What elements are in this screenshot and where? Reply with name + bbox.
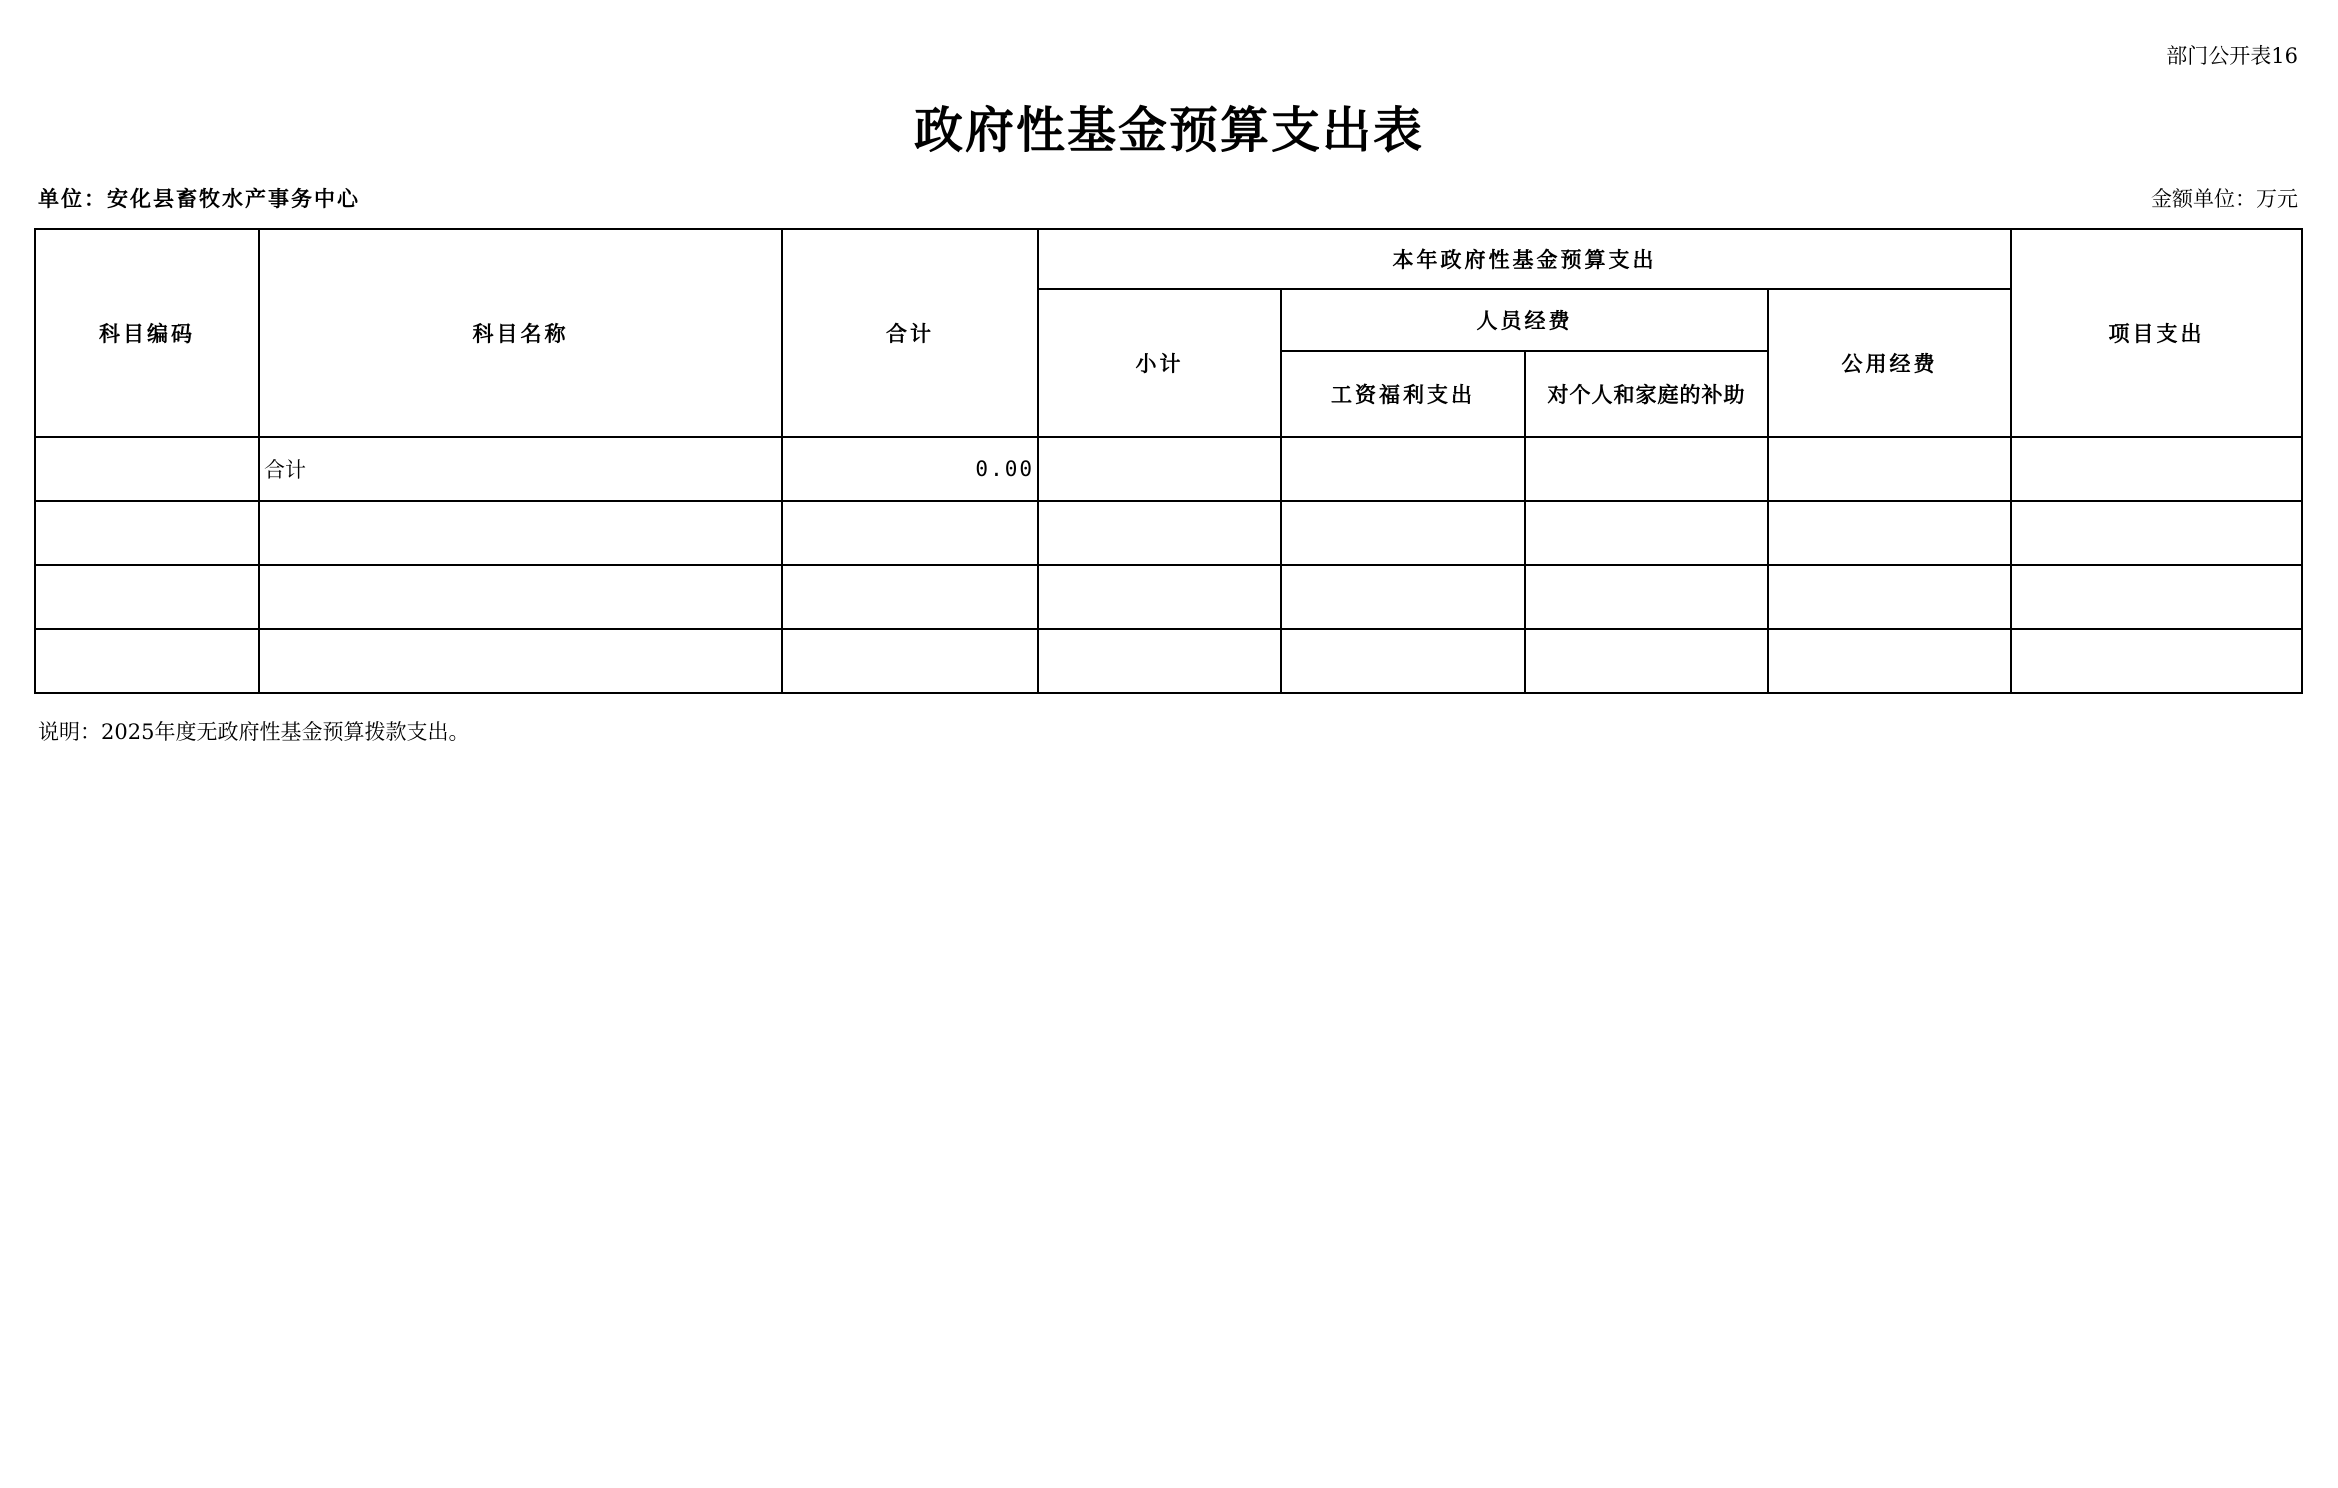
footnote: 说明：2025年度无政府性基金预算拨款支出。	[38, 720, 470, 744]
cell-project	[2011, 501, 2302, 565]
cell-name: 合计	[259, 437, 782, 501]
unit-label: 单位：安化县畜牧水产事务中心	[38, 187, 360, 211]
cell-total	[782, 629, 1038, 693]
cell-subsidies	[1525, 565, 1768, 629]
cell-wages	[1281, 629, 1525, 693]
cell-public	[1768, 629, 2011, 693]
form-number: 部门公开表16	[2166, 44, 2298, 68]
table-row	[35, 565, 2302, 629]
cell-wages	[1281, 437, 1525, 501]
cell-subsidies	[1525, 629, 1768, 693]
header-subtotal: 小计	[1038, 289, 1281, 437]
cell-total	[782, 565, 1038, 629]
cell-project	[2011, 565, 2302, 629]
page-title: 政府性基金预算支出表	[913, 102, 1424, 159]
header-public: 公用经费	[1768, 289, 2011, 437]
header-personnel: 人员经费	[1281, 289, 1768, 351]
cell-subsidies	[1525, 437, 1768, 501]
cell-wages	[1281, 501, 1525, 565]
header-code: 科目编码	[35, 229, 259, 437]
cell-code	[35, 629, 259, 693]
budget-table	[34, 228, 2303, 694]
header-wages: 工资福利支出	[1281, 351, 1525, 437]
cell-name	[259, 629, 782, 693]
cell-public	[1768, 565, 2011, 629]
header-subsidies: 对个人和家庭的补助	[1525, 351, 1768, 437]
cell-subtotal	[1038, 437, 1281, 501]
cell-wages	[1281, 565, 1525, 629]
header-current-year: 本年政府性基金预算支出	[1038, 229, 2011, 289]
currency-unit-label: 金额单位：万元	[2151, 187, 2298, 211]
cell-code	[35, 501, 259, 565]
table-row	[35, 501, 2302, 565]
header-name: 科目名称	[259, 229, 782, 437]
cell-total: 0.00	[782, 437, 1038, 501]
cell-public	[1768, 501, 2011, 565]
cell-name	[259, 501, 782, 565]
cell-subsidies	[1525, 501, 1768, 565]
cell-total	[782, 501, 1038, 565]
cell-project	[2011, 437, 2302, 501]
cell-code	[35, 565, 259, 629]
header-project: 项目支出	[2011, 229, 2302, 437]
cell-name	[259, 565, 782, 629]
cell-public	[1768, 437, 2011, 501]
table-row	[35, 437, 2302, 501]
cell-code	[35, 437, 259, 501]
table-row	[35, 629, 2302, 693]
unit-row	[38, 183, 2298, 213]
cell-subtotal	[1038, 565, 1281, 629]
cell-subtotal	[1038, 501, 1281, 565]
header-total: 合计	[782, 229, 1038, 437]
cell-project	[2011, 629, 2302, 693]
cell-subtotal	[1038, 629, 1281, 693]
